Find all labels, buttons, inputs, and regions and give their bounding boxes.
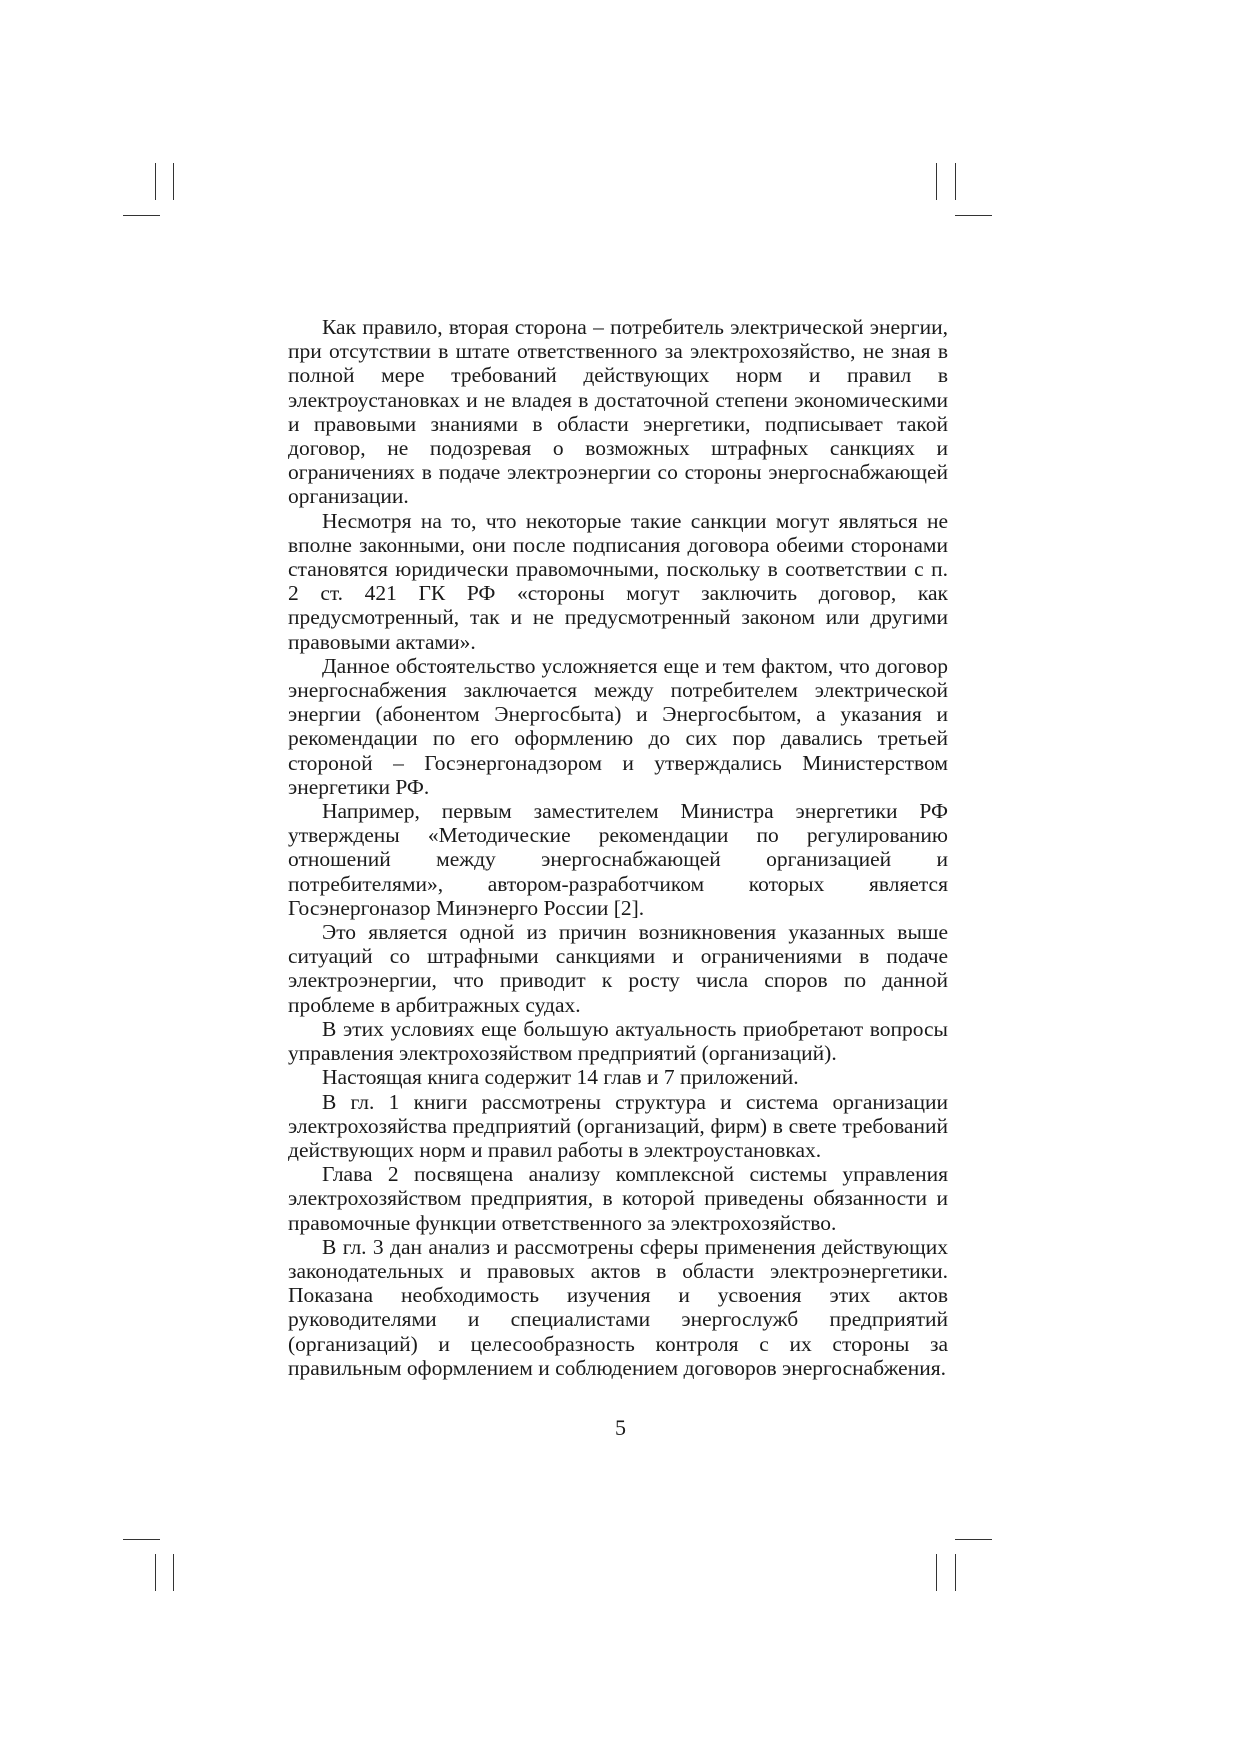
paragraph: В гл. 3 дан анализ и рассмотрены сферы применения действующих законодательных и правовых актов в области электроэнергетики. Показана необходимость изучения и усвоения этих актов руководителями и специалистами энергослужб предприятий (организаций) и целесообразность контроля с их стороны за правильным оформлением и соблюдением договоров энергоснабжения. — [288, 1234, 948, 1380]
crop-mark — [123, 215, 160, 216]
crop-mark — [955, 1554, 956, 1591]
body-text — [288, 315, 948, 1380]
crop-mark — [955, 215, 992, 216]
paragraph: В гл. 1 книги рассмотрены структура и система организации электрохозяйства предприятий (организаций, фирм) в свете требований действующих норм и правил работы в электроустановках. — [288, 1089, 948, 1162]
page-number: 5 — [615, 1415, 626, 1440]
crop-mark — [155, 163, 156, 200]
paragraph: Как правило, вторая сторона – потребитель электрической энергии, при отсутствии в штате ответственного за электрохозяйство, не зная в полной мере требований действующих норм и правил в электроустановках и не владея в достаточной степени экономическими и правовыми знаниями в области энергетики, подписывает такой договор, не подозревая о возможных штрафных санкциях и ограничениях в подаче электроэнергии со стороны энергоснабжающей организации. — [288, 315, 948, 509]
crop-mark — [955, 163, 956, 200]
paragraph: Например, первым заместителем Министра энергетики РФ утверждены «Методические рекомендации по регулированию отношений между энергоснабжающей организацией и потребителями», автором-разработчиком которых является Госэнергоназор Минэнерго России [2]. — [288, 799, 948, 920]
paragraph: Несмотря на то, что некоторые такие санкции могут являться не вполне законными, они после подписания договора обеими сторонами становятся юридически правомочными, поскольку в соответствии с п. 2 ст. 421 ГК РФ «стороны могут заключить договор, как предусмотренный, так и не предусмотренный законом или другими правовыми актами». — [288, 508, 948, 654]
crop-mark — [155, 1554, 156, 1591]
paragraph: Глава 2 посвящена анализу комплексной системы управления электрохозяйством предприятия, в которой приведены обязанности и правомочные функции ответственного за электрохозяйство. — [288, 1162, 948, 1235]
crop-mark — [173, 1554, 174, 1591]
crop-mark — [173, 163, 174, 200]
crop-mark — [123, 1539, 160, 1540]
paragraph: Это является одной из причин возникновения указанных выше ситуаций со штрафными санкциями и ограничениями в подаче электроэнергии, что приводит к росту числа споров по данной проблеме в арбитражных судах. — [288, 920, 948, 1017]
crop-mark — [936, 1554, 937, 1591]
paragraph: В этих условиях еще большую актуальность приобретают вопросы управления электрохозяйством предприятий (организаций). — [288, 1016, 948, 1066]
crop-mark — [936, 163, 937, 200]
paragraph: Настоящая книга содержит 14 глав и 7 приложений. — [322, 1065, 799, 1090]
crop-mark — [955, 1539, 992, 1540]
paragraph: Данное обстоятельство усложняется еще и тем фактом, что договор энергоснабжения заключается между потребителем электрической энергии (абонентом Энергосбыта) и Энергосбытом, а указания и рекомендации по его оформлению до сих пор давались третьей стороной – Госэнергонадзором и утверждались Министерством энергетики РФ. — [288, 653, 948, 799]
